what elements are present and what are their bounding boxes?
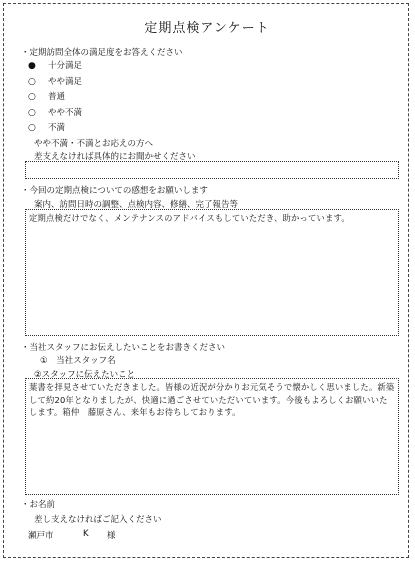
q1-question: ・定期訪問全体の満足度をお答えください (21, 48, 183, 58)
q2-hint: 案内、訪問日時の調整、点検内容、修繕、完了報告等 (34, 200, 239, 210)
q1-option-label: やや不満 (48, 107, 83, 118)
radio-unselected-icon[interactable]: ○ (28, 123, 36, 133)
q1-option-label: 不満 (48, 123, 66, 133)
q1-answer-box[interactable] (25, 161, 399, 179)
radio-unselected-icon[interactable]: ○ (28, 76, 36, 87)
q3-question: ・当社スタッフにお伝えしたいことをお書きください (21, 343, 226, 353)
q2-answer-box[interactable]: 定期点検だけでなく、メンテナンスのアドバイスもしていただき、助かっています。 (25, 209, 399, 336)
page-title: 定期点検アンケート (144, 21, 270, 36)
q1-option-label: 十分満足 (48, 61, 83, 71)
q1-option[interactable] (28, 90, 65, 102)
q3-item-staff-name: ① 当社スタッフ名 (40, 356, 116, 366)
radio-selected-icon[interactable]: ● (28, 61, 36, 71)
name-initial: K (83, 529, 89, 539)
q2-question: ・今回の定期点検についての感想をお願いします (21, 186, 208, 196)
q1-option-label: 普通 (48, 92, 66, 102)
radio-unselected-icon[interactable]: ○ (28, 107, 36, 118)
name-city: 瀬戸市 (28, 531, 54, 541)
radio-unselected-icon[interactable]: ○ (28, 92, 36, 102)
q3-answer-box[interactable]: 葉書を拝見させていただきました。皆様の近況が分かりお元気そうで懐かしく思いました。新築して約20年となりましたが、快適に過ごさせていただいています。今後もよろしくお願いいたします。箱仲 藤原さん、来年もお待ちしております。 (25, 378, 399, 495)
q1-option-label: やや満足 (48, 76, 83, 87)
survey-sheet (3, 3, 409, 558)
q1-option[interactable] (28, 121, 65, 133)
name-suffix: 様 (107, 531, 116, 541)
q4-hint: 差し支えなければご記入ください (34, 515, 162, 525)
q1-followup-line1: やや不満・不満とお応えの方へ (34, 139, 154, 149)
q3-item-message: ②スタッフに伝えたいこと (34, 370, 136, 380)
q1-option[interactable] (28, 59, 82, 71)
q4-question: ・お名前 (21, 500, 56, 510)
q1-option[interactable] (28, 106, 82, 118)
q1-option[interactable] (28, 75, 82, 87)
q1-followup-line2: 差支えなければ具体的にお聞かせください (34, 152, 196, 162)
